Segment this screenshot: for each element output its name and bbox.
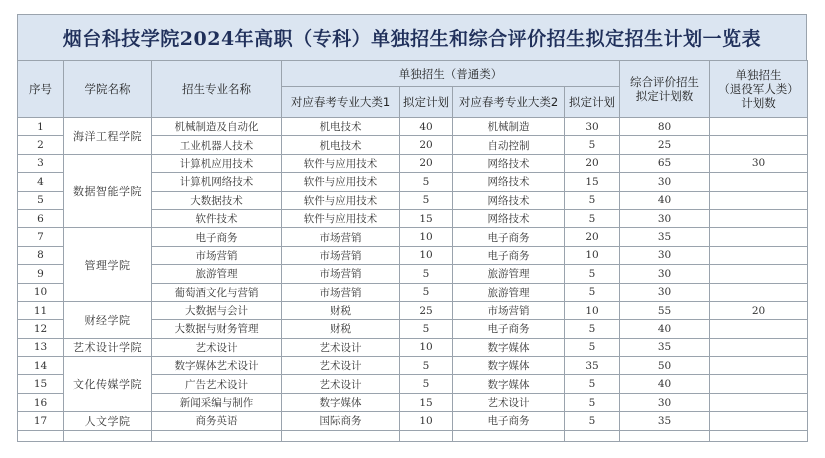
header-major: 招生专业名称: [152, 61, 282, 118]
table-row: 12 大数据与财务管理 财税 5 电子商务 5 40: [18, 320, 808, 338]
college-cell: 文化传媒学院: [64, 357, 152, 412]
table-row: 4 计算机网络技术 软件与应用技术 5 网络技术 15 30: [18, 173, 808, 191]
table-row: 17 人文学院 商务英语 国际商务 10 电子商务 5 35: [18, 412, 808, 430]
header-single-enrollment: 单独招生（普通类）: [282, 61, 620, 87]
header-seq: 序号: [18, 61, 64, 118]
table-row: 3 数据智能学院 计算机应用技术 软件与应用技术 20 网络技术 20 65 30: [18, 154, 808, 172]
college-cell: 海洋工程学院: [64, 118, 152, 155]
table-row: 15 广告艺术设计 艺术设计 5 数字媒体 5 40: [18, 375, 808, 393]
table-row: 7 管理学院 电子商务 市场营销 10 电子商务 20 35: [18, 228, 808, 246]
header-category2: 对应春考专业大类2: [453, 87, 565, 118]
college-cell: 管理学院: [64, 228, 152, 302]
table-row: 13 艺术设计学院 艺术设计 艺术设计 10 数字媒体 5 35: [18, 338, 808, 356]
college-cell: 数据智能学院: [64, 154, 152, 228]
table-row: 11 财经学院 大数据与会计 财税 25 市场营销 10 55 20: [18, 301, 808, 319]
table-row: 6 软件技术 软件与应用技术 15 网络技术 5 30: [18, 209, 808, 227]
table-row: 16 新闻采编与制作 数字媒体 15 艺术设计 5 30: [18, 393, 808, 411]
header-category1: 对应春考专业大类1: [282, 87, 400, 118]
plan-document: [17, 14, 807, 442]
table-row: 5 大数据技术 软件与应用技术 5 网络技术 5 40: [18, 191, 808, 209]
table-row-empty: [18, 430, 808, 441]
page-title: 烟台科技学院2024年高职（专科）单独招生和综合评价招生拟定招生计划一览表: [62, 28, 762, 50]
table-row: 2 工业机器人技术 机电技术 20 自动控制 5 25: [18, 136, 808, 154]
enrollment-plan-table: [17, 60, 808, 442]
header-plan2: 拟定计划: [565, 87, 620, 118]
college-cell: 财经学院: [64, 301, 152, 338]
header-veteran: 单独招生 （退役军人类） 计划数: [710, 61, 808, 118]
table-row: 9 旅游管理 市场营销 5 旅游管理 5 30: [18, 265, 808, 283]
table-row: 8 市场营销 市场营销 10 电子商务 10 30: [18, 246, 808, 264]
header-comprehensive: 综合评价招生 拟定计划数: [620, 61, 710, 118]
table-row: 10 葡萄酒文化与营销 市场营销 5 旅游管理 5 30: [18, 283, 808, 301]
title-bar: [17, 14, 807, 60]
header-college: 学院名称: [64, 61, 152, 118]
college-cell: 人文学院: [64, 412, 152, 430]
college-cell: 艺术设计学院: [64, 338, 152, 356]
table-row: 14 文化传媒学院 数字媒体艺术设计 艺术设计 5 数字媒体 35 50: [18, 357, 808, 375]
header-plan1: 拟定计划: [400, 87, 453, 118]
table-row: 1 海洋工程学院 机械制造及自动化 机电技术 40 机械制造 30 80: [18, 118, 808, 136]
